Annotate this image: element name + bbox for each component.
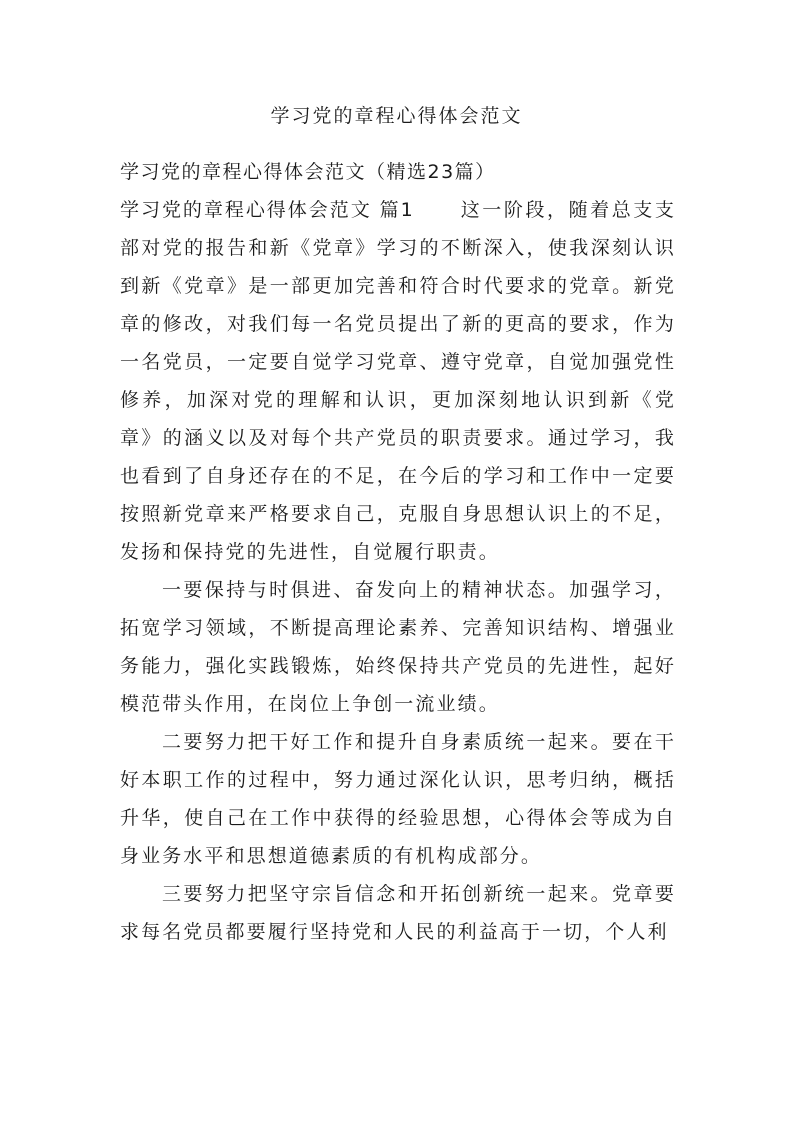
piece-label: 学习党的章程心得体会范文 篇1 (120, 199, 415, 221)
document-subtitle: 学习党的章程心得体会范文（精选23篇） (120, 161, 496, 183)
paragraph-4: 三要努力把坚守宗旨信念和开拓创新统一起来。党章要求每名党员都要履行坚持党和人民的利益高于一切，个人利 (120, 883, 676, 943)
paragraph-first (120, 191, 676, 571)
document-title: 学习党的章程心得体会范文 (270, 105, 523, 127)
paragraph-2: 一要保持与时俱进、奋发向上的精神状态。加强学习，拓宽学习领域，不断提高理论素养、完善知识结构、增强业务能力，强化实践锻炼，始终保持共产党员的先进性，起好模范带头作用，在岗位上争创一流业绩。 (120, 579, 676, 715)
paragraph-1: 这一阶段，随着总支支部对党的报告和新《党章》学习的不断深入，使我深刻认识到新《党章》是一部更加完善和符合时代要求的党章。新党章的修改，对我们每一名党员提出了新的更高的要求，作为一名党员，一定要自觉学习党章、遵守党章，自觉加强党性修养，加深对党的理解和认识，更加深刻地认识到新《党章》的涵义以及对每个共产党员的职责要求。通过学习，我也看到了自身还存在的不足，在今后的学习和工作中一定要按照新党章来严格要求自己，克服自身思想认识上的不足，发扬和保持党的先进性，自觉履行职责。 (120, 199, 676, 563)
document-body (120, 153, 676, 951)
paragraph-3: 二要努力把干好工作和提升自身素质统一起来。要在干好本职工作的过程中，努力通过深化认识，思考归纳，概括升华，使自己在工作中获得的经验思想，心得体会等成为自身业务水平和思想道德素质的有机构成部分。 (120, 731, 676, 867)
